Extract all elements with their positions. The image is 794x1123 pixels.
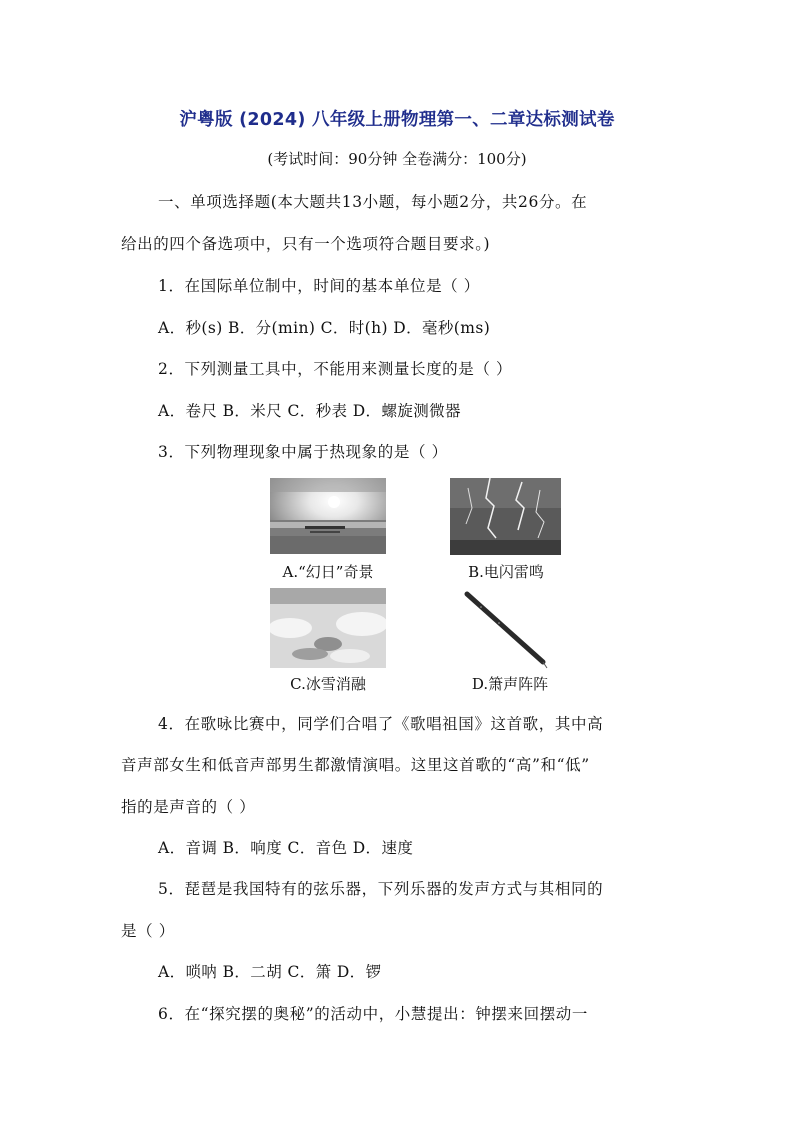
question-1-options: A．秒(s) B．分(min) C．时(h) D．毫秒(ms)	[158, 319, 491, 337]
question-3-stem: 3．下列物理现象中属于热现象的是（ ）	[158, 443, 448, 461]
page-title: 沪粤版 (2024) 八年级上册物理第一、二章达标测试卷	[179, 110, 615, 130]
question-5-line2: 是（ ）	[121, 922, 175, 940]
question-4-line2: 音声部女生和低音声部男生都激情演唱。这里这首歌的“高”和“低”	[121, 756, 590, 774]
flute-photo	[459, 588, 551, 670]
lightning-photo	[450, 478, 561, 555]
section-heading-line2: 给出的四个备选项中，只有一个选项符合题目要求。)	[121, 235, 491, 253]
question-1-stem: 1．在国际单位制中，时间的基本单位是（ ）	[158, 277, 480, 295]
section-heading-line1: 一、单项选择题(本大题共13小题，每小题2分，共26分。在	[158, 193, 588, 211]
exam-info: (考试时间：90分钟 全卷满分：100分)	[267, 150, 527, 168]
option-d-caption: D.箫声阵阵	[471, 675, 549, 693]
sun-halo-photo	[270, 478, 386, 554]
question-2-stem: 2．下列测量工具中，不能用来测量长度的是（ ）	[158, 360, 513, 378]
question-6-line1: 6．在“探究摆的奥秘”的活动中，小慧提出：钟摆来回摆动一	[158, 1005, 589, 1023]
question-4-options: A．音调 B．响度 C．音色 D．速度	[158, 839, 414, 857]
question-5-line1: 5．琵琶是我国特有的弦乐器，下列乐器的发声方式与其相同的	[158, 880, 604, 898]
melting-snow-photo	[270, 588, 386, 668]
option-a-caption: A.“幻日”奇景	[282, 563, 374, 581]
option-c-caption: C.冰雪消融	[290, 675, 366, 693]
question-5-options: A．唢呐 B．二胡 C．箫 D．锣	[158, 963, 382, 981]
question-4-line1: 4．在歌咏比赛中，同学们合唱了《歌唱祖国》这首歌，其中高	[158, 715, 604, 733]
question-4-line3: 指的是声音的（ ）	[121, 798, 256, 816]
option-b-caption: B.电闪雷鸣	[468, 563, 544, 581]
question-2-options: A．卷尺 B．米尺 C．秒表 D．螺旋测微器	[158, 402, 461, 420]
